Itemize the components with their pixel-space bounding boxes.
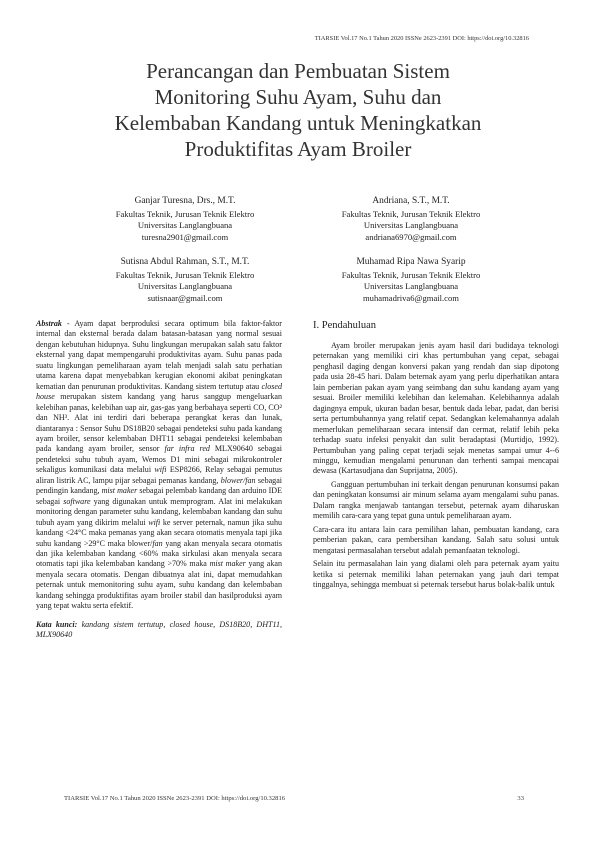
paragraph: Selain itu permasalahan lain yang dialami oleh para peternak ayam yaitu ketika si peternak memiliki lahan peternakan yang jauh dari tempat tinggalnya, sehingga membuat si peternak tersebut harus bolak-balik untuk xyxy=(313,559,559,589)
introduction-section xyxy=(313,319,559,593)
author-name: Ganjar Turesna, Drs., M.T. xyxy=(134,196,236,206)
author-email: turesna2901@gmail.com xyxy=(141,231,229,242)
author-univ: Universitas Langlangbuana xyxy=(137,281,233,291)
author-block xyxy=(296,196,526,243)
abstract-body: Abstrak - Ayam dapat berproduksi secara optimum bila faktor-faktor internal dan eksternal berada dalam batasan-batasan yang normal sesuai dengan kebutuhan hidupnya. Suhu lingkungan merupakan salah satu faktor eksternal yang dapat mempengaruhi produktivitas ayam. Suhu panas pada suatu lingkungan pemeliharaan ayam telah menjadi salah satu perhatian utama karena dapat menyebabkan kerugian ekonomi akibat peningkatan kematian dan penurunan produktivitas. Kandang sistem tertutup atau closed house merupakan sistem kandang yang harus sanggup mengeluarkan kelebihan panas, kelebihan uap air, gas-gas yang berbahaya seperti CO, CO² dan NH³. Alat ini terdiri dari beberapa perangkat keras dan lunak, diantaranya : Sensor Suhu DS18B20 sebagai pendeteksi suhu pada kandang ayam broiler, sensor kelembaban DHT11 sebagai pendeteksi kelembaban pada kandang ayam broiler, sensor far infra red MLX90640 sebagai pendeteksi suhu tubuh ayam, Wemos D1 mini sebagai mikrokontroler sekaligus komunikasi data melalui wifi ESP8266, Relay sebagai pemutus aliran listrik AC, lampu pijar sebagai pemanas kandang, blower/fan sebagai pendingin kandang, mist maker sebagai pelembab kandang dan arduino IDE sebagai software yang digunakan untuk memprogram. Alat ini melakukan monitoring dengan parameter suhu kandang, kelembaban kandang dan suhu tubuh ayam yang dikirim melalui wifi ke server peternak, namun jika suhu kandang <24°C maka pemanas yang akan secara otomatis menyala tapi jika suhu kandang >29°C maka blower/fan yang akan menyala secara otomatis dan jika kelembaban kandang <60% maka sirkulasi akan menyala secara otomatis tapi jika kelembaban kandang >70% maka mist maker yang akan menyala secara otomatis. Dengan dibuatnya alat ini, dapat memudahkan peternak untuk memonitoring suhu ayam, suhu kandang dan kelembaban kandang sehingga produktifitas ayam broiler stabil dan hasilproduksi ayam yang tepat waktu serta efektif. xyxy=(36,319,283,611)
author-dept: Fakultas Teknik, Jurusan Teknik Elektro xyxy=(115,208,255,219)
title-line: Kelembaban Kandang untuk Meningkatkan xyxy=(114,111,482,135)
paper-title xyxy=(48,58,548,162)
author-dept: Fakultas Teknik, Jurusan Teknik Elektro xyxy=(341,269,481,280)
page-footer xyxy=(64,795,524,802)
page-number: 33 xyxy=(517,795,524,802)
author-block xyxy=(296,257,526,304)
keywords xyxy=(36,620,282,641)
author-block xyxy=(70,257,300,304)
author-name: Muhamad Ripa Nawa Syarip xyxy=(356,257,466,267)
section-heading: I. Pendahuluan xyxy=(313,320,376,331)
author-email: andriana6970@gmail.com xyxy=(365,231,457,242)
paragraph: Cara-cara itu antara lain cara pemilihan lahan, pembuatan kandang, cara pemberian pakan, cara pembersihan kandang. Salah satu solusi untuk mengatasi permasalahan tersebut adalah pemanfaatan teknologi. xyxy=(313,524,559,555)
author-name: Andriana, S.T., M.T. xyxy=(372,196,450,206)
author-univ: Universitas Langlangbuana xyxy=(137,220,233,230)
author-univ: Universitas Langlangbuana xyxy=(363,281,459,291)
paragraph: Ayam broiler merupakan jenis ayam hasil dari budidaya teknologi peternakan yang memiliki ciri khas pertumbuhan yang cepat, sebagai penghasil daging dengan konversi pakan yang rendah dan siap dipotong pada usia 28-45 hari. Dalam beternak ayam yang perlu diperhatikan antara lain pemberian pakan ayam yang seimbang dan suhu kandang ayam yang sesuai. Broiler memiliki kelebihan dan kelemahan. Kelebihannya adalah dagingnya empuk, ukuran badan besar, bentuk dada lebar, padat, dan berisi serta pertumbuhannya yang relatif cepat. Sedangkan kelemahannya adalah memerlukan pemeliharaan secara intensif dan cermat, relatif lebih peka terhadap suatu infeksi penyakit dan sulit beradaptasi (Murtidjo, 1992). Pertumbuhan yang paling cepat terjadi sejak menetas sampai umur 4--6 minggu, kemudian mengalami penurunan dan terhenti sampai mencapai dewasa (Kartasudjana dan Suprijatna, 2005). xyxy=(313,341,559,476)
author-block xyxy=(70,196,300,243)
author-email: sutisnaar@gmail.com xyxy=(147,292,223,303)
abstract-label: Abstrak - xyxy=(36,319,70,328)
paragraph: Gangguan pertumbuhan ini terkait dengan penurunan konsumsi pakan dan peningkatan konsumsi air minum selama ayam mengalami suhu panas. Dalam rangka menjawab tantangan tersebut, peternak ayam diharuskan memilih cara-cara yang tepat guna untuk pemeliharaan ayam. xyxy=(313,479,559,521)
author-email: muhamadriva6@gmail.com xyxy=(363,292,459,303)
author-univ: Universitas Langlangbuana xyxy=(363,220,459,230)
title-line: Perancangan dan Pembuatan Sistem xyxy=(146,59,450,83)
abstract xyxy=(36,319,282,641)
footer-text: TIARSIE Vol.17 No.1 Tahun 2020 ISSNe 2623-2391 DOI: https://doi.org/10.32816 xyxy=(64,795,286,802)
running-header: TIARSIE Vol.17 No.1 Tahun 2020 ISSNe 2623-2391 DOI: https://doi.org/10.32816 xyxy=(314,35,529,42)
keywords-label: Kata kunci: xyxy=(36,619,78,629)
keywords-value: kandang sistem tertutup, closed house, DS18B20, DHT11, MLX90640 xyxy=(36,619,282,640)
title-line: Produktifitas Ayam Broiler xyxy=(184,137,412,161)
title-line: Monitoring Suhu Ayam, Suhu dan xyxy=(154,85,442,109)
author-name: Sutisna Abdul Rahman, S.T., M.T. xyxy=(120,257,250,267)
author-dept: Fakultas Teknik, Jurusan Teknik Elektro xyxy=(341,208,481,219)
author-dept: Fakultas Teknik, Jurusan Teknik Elektro xyxy=(115,269,255,280)
